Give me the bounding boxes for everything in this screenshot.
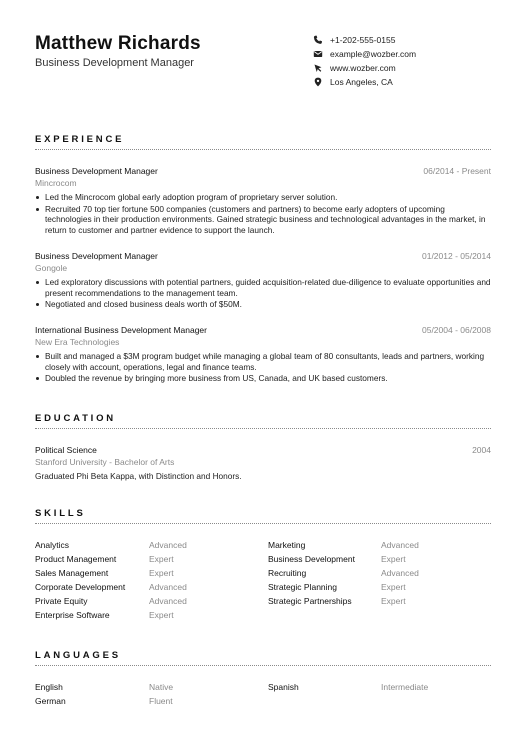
experience-heading: EXPERIENCE [35,134,125,145]
job-title: Business Development Manager [35,166,158,176]
skills-row [35,596,491,610]
language-name: German [35,696,66,706]
contact-location [313,75,513,89]
experience-divider [35,149,491,150]
experience-item [35,325,491,385]
contact-email [313,47,513,61]
bullet-item: Led the Mincrocom global early adoption program of proprietary server solution. [45,192,491,203]
skill-name: Analytics [35,540,70,550]
skill-level: Expert [149,568,174,578]
language-name: English [35,682,63,692]
languages-row [35,682,491,696]
skills-row [35,554,491,568]
skill-level: Expert [149,610,174,620]
skill-name: Marketing [268,540,306,550]
skill-name: Strategic Partnerships [268,596,352,606]
education-heading: EDUCATION [35,413,116,424]
candidate-title: Business Development Manager [35,57,194,69]
skill-name: Product Management [35,554,117,564]
skills-row [35,568,491,582]
job-title: International Business Development Manager [35,325,207,335]
company-name: Gongole [35,263,68,273]
email-text: example@wozber.com [330,49,417,59]
graduation-year: 2004 [472,445,491,455]
bullet-item: Negotiated and closed business deals worth of $50M. [45,299,491,310]
company-name: Mincrocom [35,178,77,188]
skills-row [35,610,491,624]
skill-name: Business Development [268,554,355,564]
skill-name: Corporate Development [35,582,126,592]
website-text: www.wozber.com [330,63,396,73]
job-dates: 05/2004 - 06/2008 [421,325,491,335]
skills-row [35,540,491,554]
experience-item [35,251,491,311]
skills-divider [35,523,491,524]
language-level: Intermediate [381,682,429,692]
skill-level: Expert [381,596,406,606]
location-text: Los Angeles, CA [330,77,393,87]
contact-phone [313,33,513,47]
school-name: Stanford University - Bachelor of Arts [35,457,175,467]
experience-item [35,166,491,236]
job-title: Business Development Manager [35,251,158,261]
skill-level: Advanced [149,582,187,592]
skill-level: Expert [381,554,406,564]
skill-level: Advanced [381,540,419,550]
mail-icon [313,49,323,59]
job-bullets [35,351,491,384]
languages-row [35,696,491,710]
education-divider [35,428,491,429]
education-note: Graduated Phi Beta Kappa, with Distinction and Honors. [35,471,242,481]
skill-level: Expert [381,582,406,592]
contact-website [313,61,513,75]
languages-heading: LANGUAGES [35,650,121,661]
contact-list [313,33,513,89]
skill-name: Private Equity [35,596,88,606]
bullet-item: Doubled the revenue by bringing more business from US, Canada, and UK based customers. [45,373,491,384]
link-icon [313,63,323,73]
degree-field: Political Science [35,445,97,455]
language-level: Fluent [149,696,173,706]
skills-row [35,582,491,596]
location-icon [313,77,323,87]
skill-name: Sales Management [35,568,109,578]
skill-level: Advanced [149,540,187,550]
languages-table [35,682,491,710]
skill-name: Recruiting [268,568,307,578]
skills-heading: SKILLS [35,508,86,519]
languages-divider [35,665,491,666]
skills-table [35,540,491,624]
education-item [35,445,491,481]
phone-icon [313,35,323,45]
skill-level: Advanced [149,596,187,606]
bullet-item: Led exploratory discussions with potential partners, guided acquisition-related due-diligence to evaluate opportunities and present recommendations to the management team. [45,277,491,298]
phone-text: +1-202-555-0155 [330,35,396,45]
candidate-name: Matthew Richards [35,33,201,54]
job-bullets [35,277,491,310]
bullet-item: Built and managed a $3M program budget while managing a global team of 80 consultants, leads and partners, working closely with account, operations, legal and finance teams. [45,351,491,372]
job-bullets [35,192,491,235]
skill-level: Expert [149,554,174,564]
skill-name: Strategic Planning [268,582,337,592]
language-name: Spanish [268,682,299,692]
bullet-item: Recruited 70 top tier fortune 500 companies (customers and partners) to become early adopters of upcoming technologies in their production environments. Gained strategic business and technological advantages in the market, in return to customer and partner evidence to support the launch. [45,204,491,236]
skill-name: Enterprise Software [35,610,110,620]
company-name: New Era Technologies [35,337,120,347]
skill-level: Advanced [381,568,419,578]
language-level: Native [149,682,174,692]
job-dates: 06/2014 - Present [423,166,491,176]
job-dates: 01/2012 - 05/2014 [421,251,491,261]
